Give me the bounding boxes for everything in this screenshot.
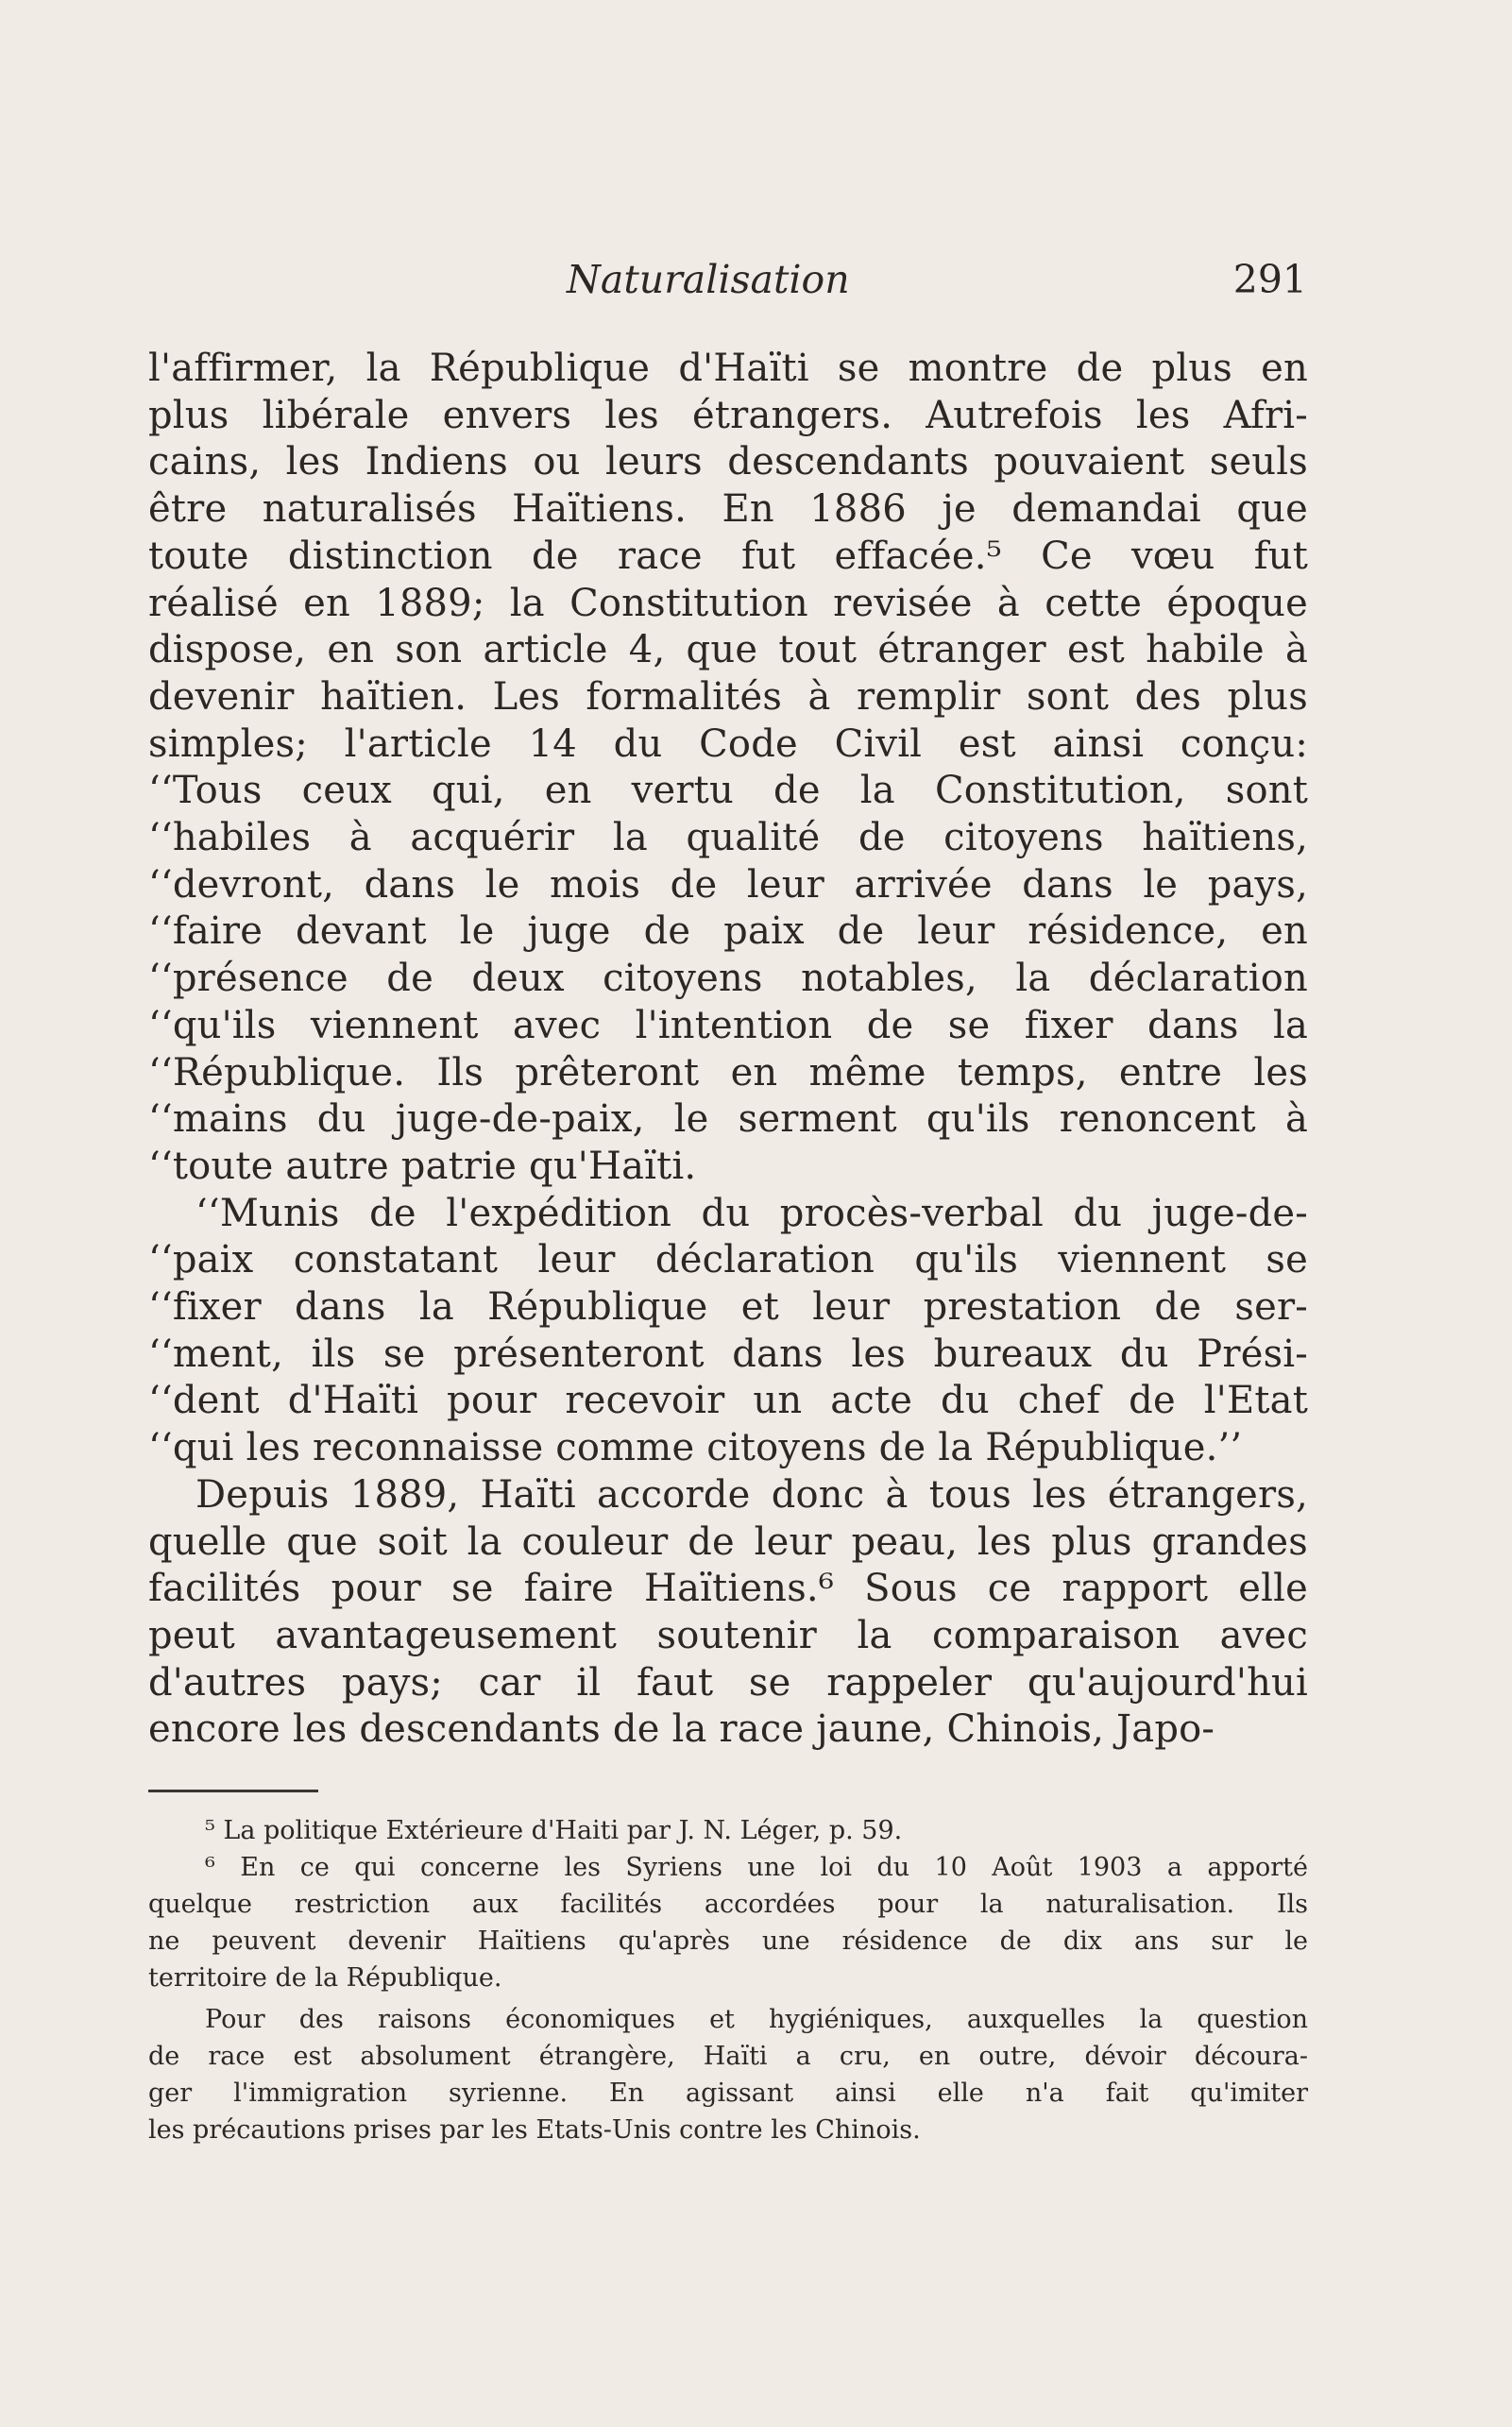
text-line: devenir haïtien. Les formalités à remplir sont des plus — [148, 674, 1308, 719]
footnote-line: ⁵ La politique Extérieure d'Haiti par J. N. Léger, p. 59. — [205, 1816, 903, 1845]
text-line: toute distinction de race fut effacée.⁵ Ce vœu fut — [148, 534, 1308, 578]
footnote-line: territoire de la République. — [148, 1963, 502, 1993]
text-line: Depuis 1889, Haïti accorde donc à tous les étrangers, — [195, 1472, 1308, 1517]
footnote-line: Pour des raisons économiques et hygiéniques, auxquelles la question — [205, 2005, 1308, 2034]
text-line: cains, les Indiens ou leurs descendants pouvaient seuls — [148, 440, 1308, 484]
footnote-line: ger l'immigration syrienne. En agissant ainsi elle n'a fait qu'imiter — [148, 2079, 1308, 2108]
text-line: ‘‘faire devant le juge de paix de leur résidence, en — [148, 909, 1308, 954]
text-line: facilités pour se faire Haïtiens.⁶ Sous ce rapport elle — [148, 1567, 1308, 1611]
text-line: ‘‘habiles à acquérir la qualité de citoyens haïtiens, — [148, 816, 1308, 859]
page-number: 291 — [1232, 257, 1307, 302]
text-line: ‘‘Tous ceux qui, en vertu de la Constitution, sont — [148, 769, 1308, 813]
footnote-line: ⁶ En ce qui concerne les Syriens une loi du 10 Août 1903 a apporté — [205, 1853, 1308, 1882]
footnote-line: quelque restriction aux facilités accordées pour la naturalisation. Ils — [148, 1890, 1308, 1919]
text-line: quelle que soit la couleur de leur peau, les plus grandes — [148, 1519, 1308, 1564]
text-line: ‘‘devront, dans le mois de leur arrivée dans le pays, — [148, 862, 1308, 907]
text-line: réalisé en 1889; la Constitution revisée à cette époque — [148, 581, 1308, 625]
text-line: l'affirmer, la République d'Haïti se montre de plus en — [148, 347, 1308, 390]
text-line: dispose, en son article 4, que tout étranger est habile à — [148, 628, 1308, 672]
text-line: simples; l'article 14 du Code Civil est ainsi conçu: — [148, 721, 1308, 766]
text-line: ‘‘fixer dans la République et leur prestation de ser- — [148, 1285, 1308, 1329]
text-line: encore les descendants de la race jaune, Chinois, Japo- — [148, 1707, 1215, 1752]
text-line: ‘‘Munis de l'expédition du procès-verbal du juge-de- — [195, 1191, 1308, 1235]
text-line: d'autres pays; car il faut se rappeler qu'aujourd'hui — [148, 1660, 1308, 1705]
text-line: ‘‘paix constatant leur déclaration qu'ils viennent se — [148, 1238, 1308, 1282]
text-line: être naturalisés Haïtiens. En 1886 je demandai que — [148, 487, 1308, 532]
text-line: ‘‘République. Ils prêteront en même temps, entre les — [148, 1050, 1308, 1095]
chapter-title: Naturalisation — [567, 257, 850, 302]
text-line: ‘‘qu'ils viennent avec l'intention de se fixer dans la — [148, 1003, 1308, 1047]
text-line: ‘‘mains du juge-de-paix, le serment qu'ils renoncent à — [148, 1097, 1308, 1142]
text-line: ‘‘ment, ils se présenteront dans les bureaux du Prési- — [148, 1332, 1308, 1376]
footnote-line: de race est absolument étrangère, Haïti a cru, en outre, dévoir découra- — [148, 2042, 1308, 2071]
text-line: ‘‘dent d'Haïti pour recevoir un acte du chef de l'Etat — [148, 1379, 1308, 1423]
text-line: ‘‘présence de deux citoyens notables, la déclaration — [148, 957, 1308, 1001]
text-line: ‘‘qui les reconnaisse comme citoyens de la République.’’ — [148, 1426, 1243, 1470]
footnote-line: les précautions prises par les Etats-Unis contre les Chinois. — [148, 2115, 921, 2145]
footnote-separator — [148, 1790, 318, 1792]
text-line: ‘‘toute autre patrie qu'Haïti. — [148, 1144, 697, 1188]
footnote-line: ne peuvent devenir Haïtiens qu'après une résidence de dix ans sur le — [148, 1926, 1308, 1956]
text-line: peut avantageusement soutenir la comparaison avec — [148, 1613, 1308, 1657]
text-line: plus libérale envers les étrangers. Autrefois les Afri- — [148, 393, 1308, 437]
